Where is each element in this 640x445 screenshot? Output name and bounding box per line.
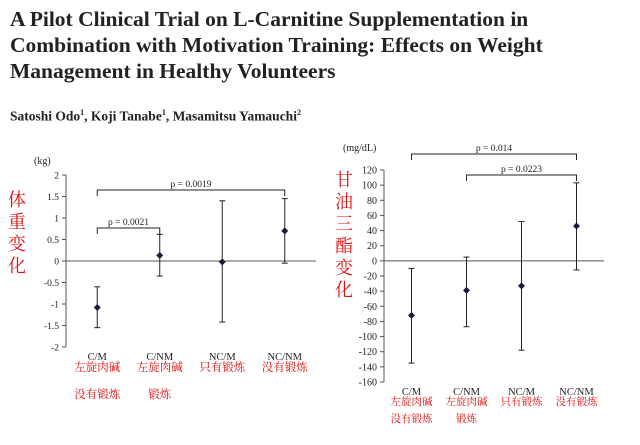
y-tick-label: -100 (358, 332, 377, 344)
category-note-cn: 左旋肉碱 (390, 396, 433, 408)
mean-marker (573, 223, 580, 230)
author-separator: , (84, 108, 91, 124)
category-note-cn: 左旋肉碱 (445, 396, 488, 408)
author-affiliation: 1 (80, 108, 85, 117)
y-tick-label: 120 (362, 165, 377, 177)
x-category-label: C/NM (146, 352, 174, 363)
mean-marker (94, 304, 101, 311)
y-tick-label: -40 (363, 286, 377, 298)
y-tick-label: 0 (372, 256, 377, 268)
mean-marker (219, 258, 226, 265)
triglyceride-change-side-label: 甘油三酯变化 (335, 170, 353, 301)
author-name: Koji Tanabe (90, 108, 162, 124)
x-category-label: C/M (87, 352, 107, 363)
y-axis-unit-label: (mg/dL) (343, 143, 377, 154)
category-note-cn: 只有锻炼 (199, 360, 246, 374)
category-note-cn: 锻炼 (148, 387, 172, 401)
significance-bracket (97, 190, 285, 196)
y-tick-label: -20 (363, 271, 377, 283)
significance-bracket (467, 175, 577, 181)
y-tick-label: -0.5 (43, 279, 59, 289)
x-category-label: NC/NM (267, 352, 302, 363)
category-note-cn: 没有锻炼 (390, 413, 433, 425)
x-category-label: NC/NM (559, 387, 594, 398)
x-category-label: C/M (401, 387, 422, 398)
y-tick-label: -80 (363, 316, 377, 328)
mean-marker (518, 282, 525, 289)
y-tick-label: -140 (358, 362, 377, 374)
category-note-cn: 只有锻炼 (500, 396, 543, 408)
p-value-label: p = 0.0223 (501, 165, 542, 175)
y-tick-label: 0.5 (47, 236, 59, 246)
paper-title: A Pilot Clinical Trial on L-Carnitine Supplementation in Combination with Motivation Training: Effects on Weight Management in Healthy Volunteers (10, 7, 543, 83)
y-tick-label: 1.5 (47, 193, 59, 203)
x-category-label: NC/M (508, 387, 535, 398)
y-tick-label: -160 (358, 377, 377, 389)
author-name: Satoshi Odo (10, 108, 81, 124)
category-note-cn: 没有锻炼 (261, 360, 308, 374)
category-note-cn: 锻炼 (456, 413, 477, 425)
y-tick-label: -1.5 (43, 322, 59, 332)
weight-change-side-label: 体重变化 (8, 190, 26, 277)
p-value-label: p = 0.014 (475, 144, 513, 154)
author-separator: , (165, 108, 173, 124)
p-value-label: p = 0.0021 (108, 218, 149, 228)
mean-marker (281, 227, 288, 234)
y-tick-label: -1 (51, 300, 59, 311)
y-tick-label: 1 (54, 214, 59, 225)
significance-bracket (97, 228, 160, 234)
x-category-label: C/NM (453, 387, 480, 398)
mean-marker (463, 287, 470, 294)
mean-marker (408, 312, 415, 319)
x-category-label: NC/M (208, 352, 236, 363)
y-tick-label: 2 (54, 171, 59, 182)
y-tick-label: 60 (367, 210, 377, 222)
category-note-cn: 没有锻炼 (74, 387, 121, 401)
y-tick-label: -60 (363, 301, 377, 313)
y-tick-label: 20 (367, 241, 377, 253)
mean-marker (156, 252, 163, 259)
author-affiliation: 1 (161, 108, 166, 117)
y-tick-label: -120 (358, 347, 377, 359)
y-tick-label: 40 (367, 226, 377, 238)
y-tick-label: -2 (51, 343, 59, 354)
category-note-cn: 左旋肉碱 (74, 360, 121, 374)
y-tick-label: 80 (367, 195, 377, 207)
y-tick-label: 0 (54, 257, 59, 268)
y-tick-label: 100 (362, 180, 377, 192)
y-axis-unit-label: (kg) (34, 156, 51, 167)
p-value-label: p = 0.0019 (170, 180, 212, 190)
category-note-cn: 左旋肉碱 (136, 360, 183, 374)
author-affiliation: 2 (296, 108, 301, 117)
category-note-cn: 没有锻炼 (555, 396, 598, 408)
author-name: Masamitsu Yamauchi (172, 108, 297, 124)
significance-bracket (412, 154, 577, 160)
